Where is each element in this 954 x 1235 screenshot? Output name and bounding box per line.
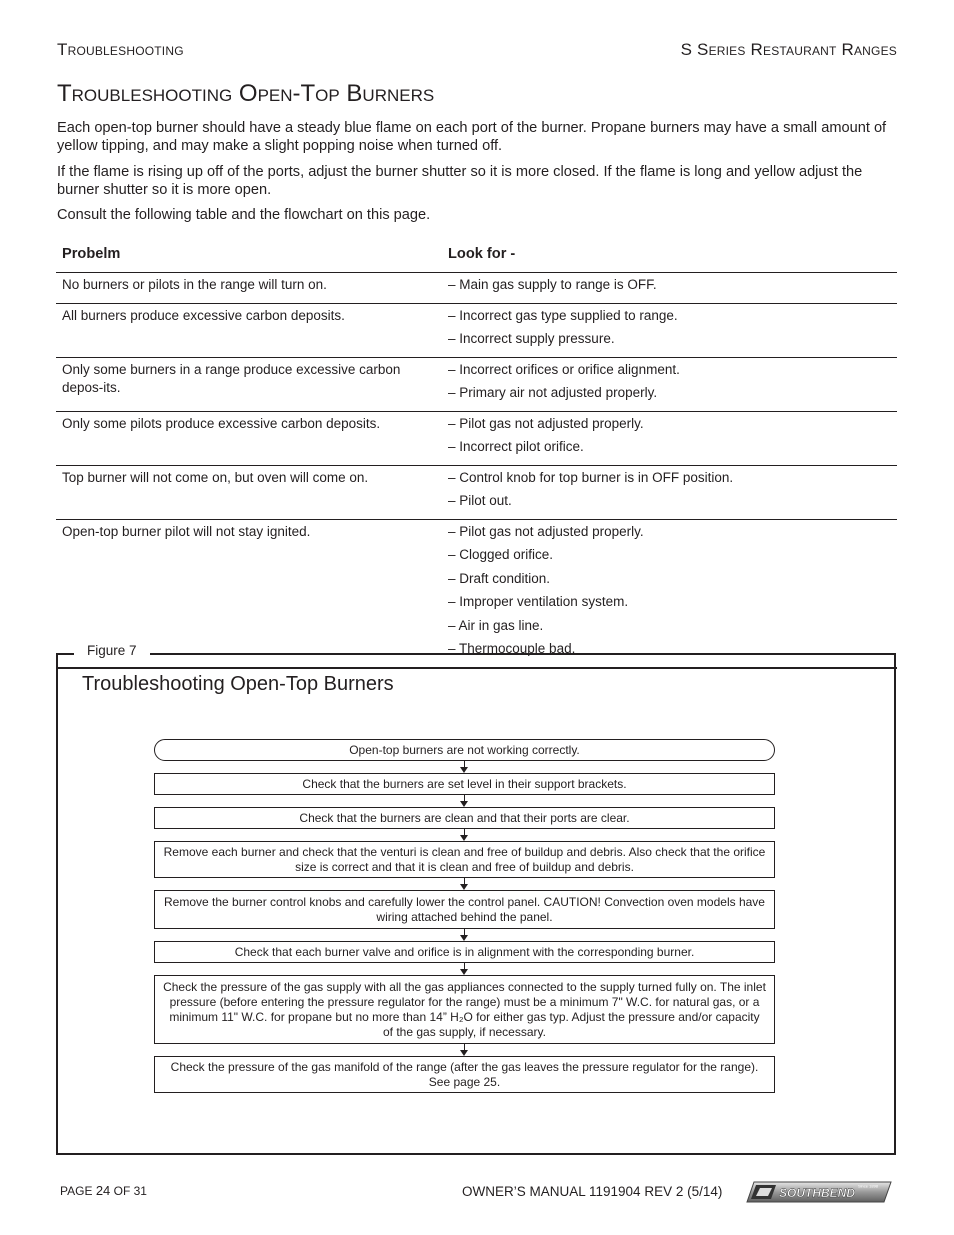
flowchart-step: Check the pressure of the gas manifold of the range (after the gas leaves the pressure regulator for the range). See page 25.	[154, 1056, 775, 1093]
running-header-section: Troubleshooting	[57, 40, 184, 59]
column-header-look-for: Look for -	[442, 238, 897, 273]
page-title: Troubleshooting Open-Top Burners	[57, 80, 435, 107]
fix-item: – Pilot gas not adjusted properly.	[448, 415, 644, 431]
intro-paragraph-3: Consult the following table and the flowchart on this page.	[57, 207, 431, 223]
fix-item: – Primary air not adjusted properly.	[448, 385, 658, 400]
svg-text:SOUTHBEND: SOUTHBEND	[779, 1186, 856, 1200]
fix-item: – Control knob for top burner is in OFF position.	[448, 469, 734, 485]
intro-paragraph-2: If the flame is rising up off of the ports, adjust the burner shutter so it is more closed. If the flame is long and yellow adjust the burner shutter so it is more open.	[57, 164, 863, 198]
column-header-problem: Probelm	[56, 238, 442, 273]
table-row	[56, 273, 897, 304]
look-for-cell	[442, 273, 897, 304]
problem-cell: Only some burners in a range produce excessive carbon depos-its.	[56, 357, 442, 411]
problem-cell: Only some pilots produce excessive carbon deposits.	[56, 411, 442, 465]
flow-arrow-icon	[463, 1044, 466, 1056]
fix-item: – Thermocouple bad.	[448, 641, 576, 656]
problem-cell: All burners produce excessive carbon deposits.	[56, 303, 442, 357]
look-for-cell	[442, 357, 897, 411]
page-current: 24	[95, 1183, 111, 1198]
flowchart-step: Check that the burners are set level in their support brackets.	[154, 773, 775, 795]
look-for-cell	[442, 411, 897, 465]
fix-item: – Pilot gas not adjusted properly.	[448, 523, 644, 539]
fix-item: – Incorrect supply pressure.	[448, 331, 615, 346]
flowchart-step: Remove each burner and check that the venturi is clean and free of buildup and debris. Also check that the orifice size is correct and that it is clean and free of buildup and debris.	[154, 841, 775, 878]
flow-arrow-icon	[463, 963, 466, 975]
svg-text:Since 1898: Since 1898	[858, 1183, 879, 1189]
page-total: OF 31	[113, 1184, 147, 1198]
table-row	[56, 411, 897, 465]
problem-cell: Open-top burner pilot will not stay ignited.	[56, 519, 442, 668]
flowchart-step: Check the pressure of the gas supply with all the gas appliances connected to the supply turned fully on. The inlet pressure (before entering the pressure regulator for the range) must be a minimum 7" W.C. for natural gas, or a minimum 11" W.C. for propane but no more than 14” H₂O for either gas typ. Adjust the pressure and/or capacity of the gas supply, if necessary.	[154, 975, 775, 1044]
table-row	[56, 303, 897, 357]
page-prefix: PAGE	[60, 1184, 93, 1198]
flow-arrow-icon	[463, 829, 466, 841]
look-for-cell	[442, 465, 897, 519]
table-row	[56, 357, 897, 411]
fix-item: – Clogged orifice.	[448, 547, 554, 562]
flow-arrow-icon	[463, 878, 466, 890]
fix-item: – Pilot out.	[448, 493, 512, 508]
flowchart-step: Check that the burners are clean and that their ports are clear.	[154, 807, 775, 829]
problem-cell: No burners or pilots in the range will turn on.	[56, 273, 442, 304]
fix-item: – Draft condition.	[448, 570, 551, 586]
problem-cell: Top burner will not come on, but oven will come on.	[56, 465, 442, 519]
fix-item: – Improper ventilation system.	[448, 594, 629, 609]
table-header-row	[56, 238, 897, 273]
fix-item: – Air in gas line.	[448, 617, 544, 633]
troubleshooting-table	[56, 238, 897, 669]
fix-item: – Incorrect gas type supplied to range.	[448, 307, 678, 323]
look-for-cell	[442, 519, 897, 668]
table-row	[56, 465, 897, 519]
figure-title: Troubleshooting Open-Top Burners	[82, 673, 394, 695]
southbend-logo-icon	[746, 1181, 892, 1203]
flow-arrow-icon	[463, 929, 466, 941]
flowchart-start: Open-top burners are not working correctly.	[154, 739, 775, 761]
flow-arrow-icon	[463, 761, 466, 773]
flowchart-step: Remove the burner control knobs and carefully lower the control panel. CAUTION! Convection oven models have wiring attached behind the panel.	[154, 890, 775, 929]
fix-item: – Incorrect orifices or orifice alignment.	[448, 361, 680, 377]
page-number	[60, 1183, 147, 1198]
manual-reference: OWNER’S MANUAL 1191904 REV 2 (5/14)	[462, 1184, 723, 1199]
fix-item: – Incorrect pilot orifice.	[448, 439, 584, 454]
intro-paragraph-1: Each open-top burner should have a steady blue flame on each port of the burner. Propane burners may have a small amount of yellow tipping, and may make a slight popping noise when turned off.	[57, 120, 887, 154]
flow-arrow-icon	[463, 795, 466, 807]
table-row	[56, 519, 897, 668]
figure-label: Figure 7	[74, 643, 150, 658]
look-for-cell	[442, 303, 897, 357]
fix-item: – Main gas supply to range is OFF.	[448, 277, 657, 292]
running-header-product: S Series Restaurant Ranges	[680, 40, 897, 59]
flowchart-step: Check that each burner valve and orifice is in alignment with the corresponding burner.	[154, 941, 775, 963]
